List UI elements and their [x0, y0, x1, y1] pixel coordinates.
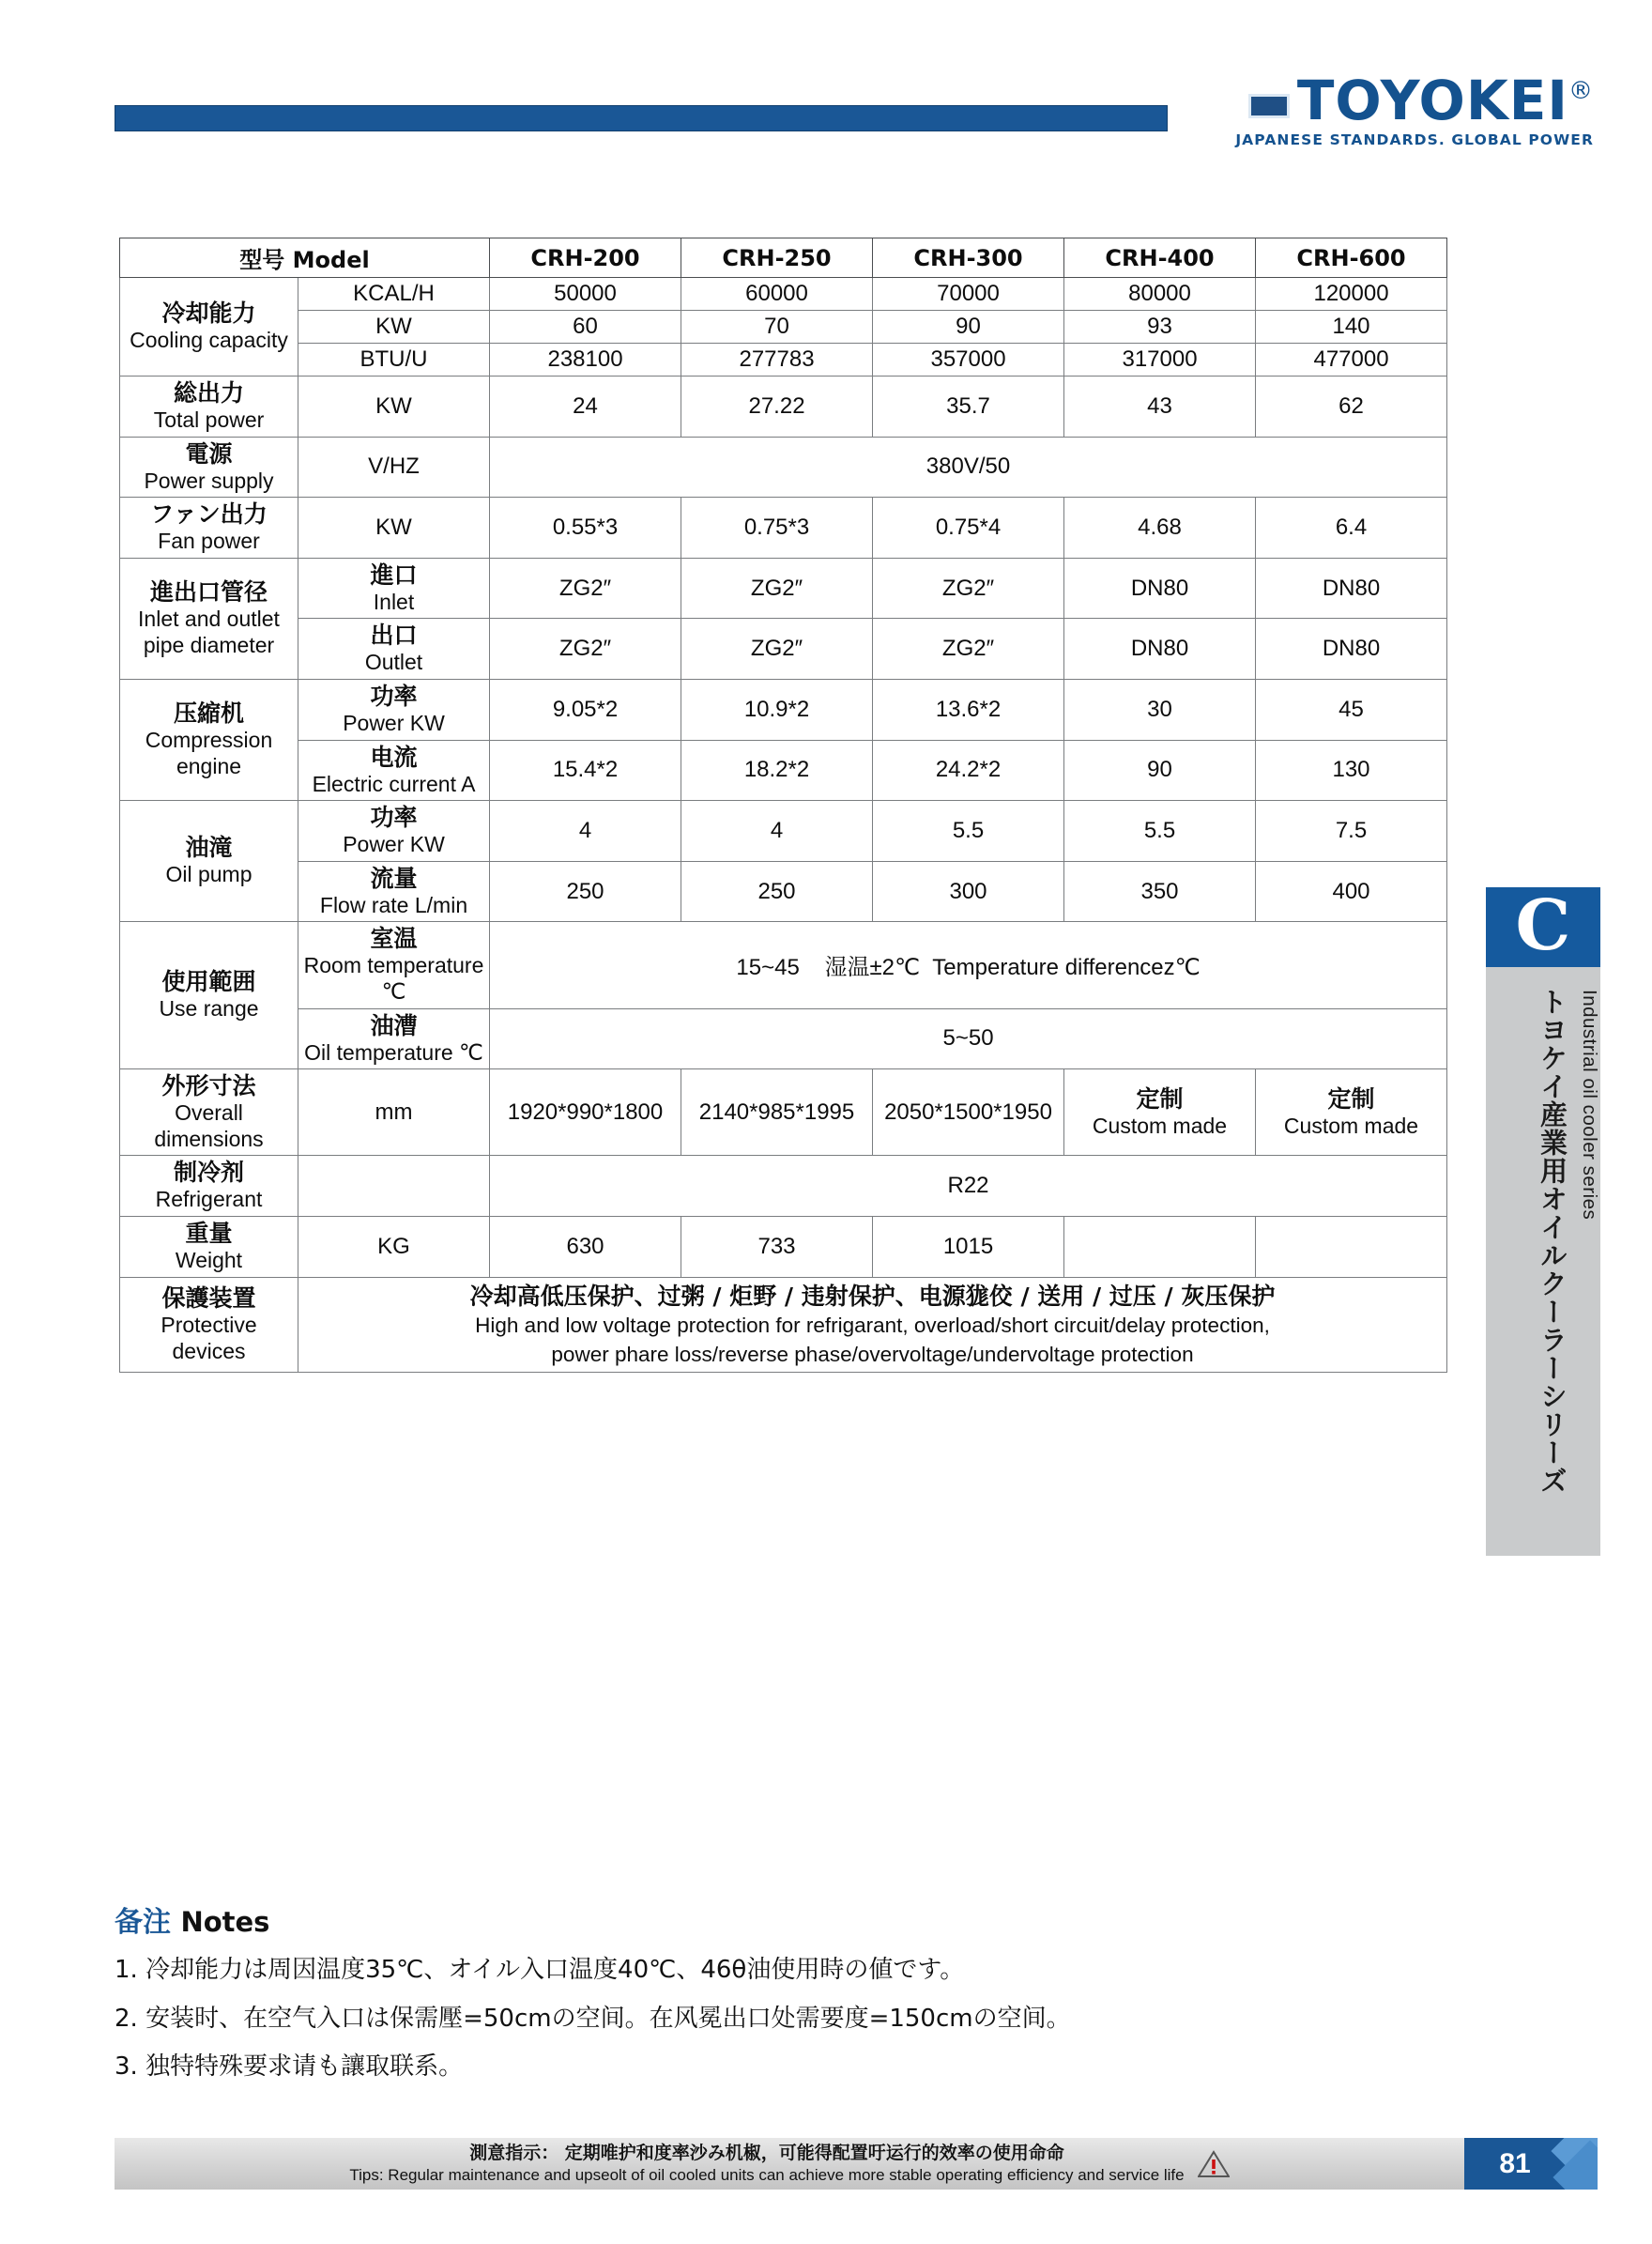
- cell-dimensions-1: 2140*985*1995: [681, 1069, 873, 1156]
- specification-table-container: [119, 238, 1446, 1373]
- table-row-oil-temperature: [120, 1008, 1447, 1069]
- cell-cooling-btu-2: 357000: [873, 344, 1064, 377]
- rowhead-pipe-diameter-en: Inlet and outlet pipe diameter: [138, 607, 280, 657]
- footer-tip-bar: [115, 2138, 1464, 2190]
- unit-compressor-current-en: Electric current A: [312, 771, 476, 796]
- unit-cooling-kcal: KCAL/H: [298, 278, 490, 311]
- unit-outlet: [298, 619, 490, 680]
- cell-dimensions-3: [1064, 1069, 1256, 1156]
- cell-fan-power-0: 0.55*3: [490, 498, 681, 559]
- cell-refrigerant-value: R22: [490, 1156, 1447, 1217]
- cell-oilpump-power-3: 5.5: [1064, 801, 1256, 862]
- rowhead-compressor-jp: 压縮机: [173, 699, 244, 728]
- cell-compressor-current-0: 15.4*2: [490, 740, 681, 801]
- cell-dimensions-2: 2050*1500*1950: [873, 1069, 1064, 1156]
- cell-oilpump-flow-4: 400: [1256, 861, 1447, 922]
- table-row-cooling-kw: [120, 311, 1447, 344]
- cell-outlet-2: ZG2″: [873, 619, 1064, 680]
- notes-title-en: Notes: [180, 1906, 270, 1938]
- rowhead-pipe-diameter: [120, 558, 298, 679]
- rowhead-power-supply: [120, 437, 298, 498]
- company-logo: [1235, 69, 1594, 148]
- rowhead-protective-devices-en: Protective devices: [161, 1313, 257, 1363]
- side-tab-letter: C: [1486, 887, 1600, 967]
- page-footer: [115, 2138, 1598, 2190]
- cell-dimensions-4-jp: 定制: [1327, 1084, 1375, 1113]
- rowhead-total-power-en: Total power: [153, 407, 265, 432]
- note-item-1: 1. 冷却能力は周因温度35℃、オイル入口温度40℃、46θ油使用時の値です。: [115, 1956, 965, 1984]
- unit-compressor-current: [298, 740, 490, 801]
- unit-room-temperature-jp: 室温: [370, 925, 418, 953]
- logo-tagline: JAPANESE STANDARDS. GLOBAL POWER: [1235, 131, 1594, 148]
- footer-tip-cn: 測意指示： 定期唯护和度率沙み机椒，可能得配置吁运行的效率の使用命命: [469, 2143, 1064, 2163]
- unit-room-temperature-en: Room temperature: [303, 953, 484, 978]
- cell-inlet-0: ZG2″: [490, 558, 681, 619]
- rowhead-power-supply-en: Power supply: [144, 468, 274, 493]
- rowhead-fan-power: [120, 498, 298, 559]
- cell-dimensions-4: [1256, 1069, 1447, 1156]
- table-row-protective-devices: [120, 1277, 1447, 1373]
- cell-oilpump-flow-2: 300: [873, 861, 1064, 922]
- notes-title-cn: 备注: [115, 1906, 171, 1939]
- rowhead-weight-en: Weight: [175, 1247, 243, 1272]
- unit-total-power: KW: [298, 377, 490, 438]
- cell-oilpump-power-0: 4: [490, 801, 681, 862]
- cell-outlet-4: DN80: [1256, 619, 1447, 680]
- logo-mark-icon: [1248, 94, 1290, 118]
- unit-fan-power: KW: [298, 498, 490, 559]
- rowhead-fan-power-jp: ファン出力: [150, 500, 268, 529]
- cell-oilpump-power-1: 4: [681, 801, 873, 862]
- header-accent-bar: [115, 105, 1168, 131]
- unit-compressor-power: [298, 679, 490, 740]
- cell-cooling-kcal-2: 70000: [873, 278, 1064, 311]
- cell-compressor-current-3: 90: [1064, 740, 1256, 801]
- model-col-1: CRH-250: [681, 238, 873, 278]
- unit-refrigerant: [298, 1156, 490, 1217]
- cell-oilpump-flow-1: 250: [681, 861, 873, 922]
- cell-cooling-btu-0: 238100: [490, 344, 681, 377]
- cell-outlet-3: DN80: [1064, 619, 1256, 680]
- model-col-4: CRH-600: [1256, 238, 1447, 278]
- unit-inlet-en: Inlet: [373, 589, 415, 614]
- cell-room-temperature-value: 15~45 湿温±2℃ Temperature differencez℃: [490, 922, 1447, 1008]
- cell-cooling-btu-1: 277783: [681, 344, 873, 377]
- side-tab-japanese-label: トヨケイ産業用オイルクーラーシリーズ: [1537, 988, 1568, 1495]
- unit-outlet-en: Outlet: [364, 650, 423, 675]
- cell-compressor-power-1: 10.9*2: [681, 679, 873, 740]
- cell-compressor-power-4: 45: [1256, 679, 1447, 740]
- table-row-dimensions: [120, 1069, 1447, 1156]
- rowhead-use-range-en: Use range: [159, 996, 259, 1022]
- cell-oilpump-power-2: 5.5: [873, 801, 1064, 862]
- table-row-room-temperature: [120, 922, 1447, 1008]
- cell-fan-power-2: 0.75*4: [873, 498, 1064, 559]
- table-row-total-power: [120, 377, 1447, 438]
- cell-total-power-4: 62: [1256, 377, 1447, 438]
- cell-outlet-0: ZG2″: [490, 619, 681, 680]
- cell-cooling-kw-2: 90: [873, 311, 1064, 344]
- rowhead-refrigerant: [120, 1156, 298, 1217]
- rowhead-protective-devices: [120, 1277, 298, 1373]
- note-item-2: 2. 安装时、在空气入口は保需壓=50cmの空间。在风冕出口处需要度=150cmの空间。: [115, 2004, 1071, 2033]
- cell-cooling-kw-4: 140: [1256, 311, 1447, 344]
- unit-oil-temperature-jp: 油漕: [370, 1011, 418, 1039]
- rowhead-fan-power-en: Fan power: [158, 529, 260, 554]
- rowhead-use-range: [120, 922, 298, 1069]
- cell-weight-2: 1015: [873, 1216, 1064, 1277]
- side-tab-body: [1486, 967, 1600, 1556]
- table-row-oilpump-power: [120, 801, 1447, 862]
- table-row-compressor-power: [120, 679, 1447, 740]
- rowhead-power-supply-jp: 電源: [185, 439, 233, 468]
- notes-title: [115, 1906, 1335, 1940]
- cell-oilpump-flow-3: 350: [1064, 861, 1256, 922]
- cell-total-power-1: 27.22: [681, 377, 873, 438]
- unit-room-temperature: [298, 922, 490, 1008]
- cell-inlet-1: ZG2″: [681, 558, 873, 619]
- rowhead-total-power: [120, 377, 298, 438]
- page-header: [0, 0, 1652, 174]
- cell-compressor-power-3: 30: [1064, 679, 1256, 740]
- cell-outlet-1: ZG2″: [681, 619, 873, 680]
- page-number: 81: [1499, 2147, 1531, 2179]
- table-row-power-supply: [120, 437, 1447, 498]
- rowhead-cooling-capacity-jp: 冷却能力: [161, 300, 256, 328]
- unit-oilpump-power: [298, 801, 490, 862]
- unit-room-temperature-degree: ℃: [381, 978, 406, 1004]
- unit-oil-temperature-en: Oil temperature ℃: [304, 1039, 483, 1065]
- side-tab-english-label: Industrial oil cooler series: [1579, 990, 1600, 1221]
- cell-cooling-kw-0: 60: [490, 311, 681, 344]
- cell-dimensions-4-en: Custom made: [1283, 1113, 1419, 1138]
- unit-dimensions: mm: [298, 1069, 490, 1156]
- cell-cooling-btu-4: 477000: [1256, 344, 1447, 377]
- rowhead-compressor: [120, 679, 298, 800]
- table-row-cooling-kcal: [120, 278, 1447, 311]
- cell-compressor-power-2: 13.6*2: [873, 679, 1064, 740]
- unit-oilpump-flow: [298, 861, 490, 922]
- cell-weight-0: 630: [490, 1216, 681, 1277]
- cell-cooling-kw-1: 70: [681, 311, 873, 344]
- rowhead-weight-jp: 重量: [185, 1219, 233, 1247]
- page-number-badge: [1464, 2138, 1598, 2190]
- protective-line-en-2: power phare loss/reverse phase/overvoltage/undervoltage protection: [551, 1342, 1194, 1366]
- unit-oilpump-power-en: Power KW: [343, 832, 445, 857]
- cell-inlet-3: DN80: [1064, 558, 1256, 619]
- unit-oilpump-power-jp: 功率: [370, 804, 418, 832]
- cell-compressor-current-2: 24.2*2: [873, 740, 1064, 801]
- notes-section: [115, 1906, 1335, 2098]
- cell-dimensions-0: 1920*990*1800: [490, 1069, 681, 1156]
- footer-tip-en: Tips: Regular maintenance and upseolt of oil cooled units can achieve more stable operating efficiency and service life: [349, 2165, 1185, 2184]
- rowhead-dimensions-en: Overall dimensions: [154, 1100, 264, 1151]
- note-item-3: 3. 独特特殊要求请も讓取联系。: [115, 2052, 464, 2082]
- cell-weight-4: [1256, 1216, 1447, 1277]
- cell-cooling-kcal-3: 80000: [1064, 278, 1256, 311]
- rowhead-dimensions-jp: 外形寸法: [161, 1072, 256, 1100]
- unit-inlet-jp: 進口: [370, 561, 418, 589]
- rowhead-refrigerant-en: Refrigerant: [155, 1187, 263, 1212]
- cell-cooling-kcal-4: 120000: [1256, 278, 1447, 311]
- unit-oilpump-flow-jp: 流量: [370, 864, 418, 892]
- cell-inlet-2: ZG2″: [873, 558, 1064, 619]
- rowhead-cooling-capacity: [120, 278, 298, 377]
- logo-wordmark: TOYOKEI: [1296, 69, 1568, 132]
- rowhead-total-power-jp: 総出力: [173, 379, 244, 407]
- table-header-row: [120, 238, 1447, 278]
- unit-cooling-kw: KW: [298, 311, 490, 344]
- cell-total-power-2: 35.7: [873, 377, 1064, 438]
- cell-cooling-kcal-0: 50000: [490, 278, 681, 311]
- warning-triangle-icon: [1198, 2150, 1230, 2178]
- protective-line-en-1: High and low voltage protection for refrigarant, overload/short circuit/delay protection,: [475, 1314, 1270, 1338]
- rowhead-use-range-jp: 使用範囲: [161, 968, 256, 996]
- cell-compressor-current-4: 130: [1256, 740, 1447, 801]
- cell-oilpump-flow-0: 250: [490, 861, 681, 922]
- unit-weight: KG: [298, 1216, 490, 1277]
- unit-cooling-btu: BTU/U: [298, 344, 490, 377]
- unit-compressor-power-jp: 功率: [370, 682, 418, 710]
- cell-cooling-btu-3: 317000: [1064, 344, 1256, 377]
- unit-oilpump-flow-en: Flow rate L/min: [319, 892, 468, 917]
- table-row-weight: [120, 1216, 1447, 1277]
- cell-weight-3: [1064, 1216, 1256, 1277]
- model-col-0: CRH-200: [490, 238, 681, 278]
- cell-power-supply-value: 380V/50: [490, 437, 1447, 498]
- specification-table: [119, 238, 1447, 1373]
- cell-oilpump-power-4: 7.5: [1256, 801, 1447, 862]
- cell-compressor-current-1: 18.2*2: [681, 740, 873, 801]
- cell-total-power-3: 43: [1064, 377, 1256, 438]
- cell-dimensions-3-jp: 定制: [1136, 1084, 1184, 1113]
- unit-outlet-jp: 出口: [370, 622, 418, 650]
- cell-cooling-kcal-1: 60000: [681, 278, 873, 311]
- unit-compressor-current-jp: 电流: [370, 743, 418, 771]
- table-row-inlet: [120, 558, 1447, 619]
- cell-dimensions-3-en: Custom made: [1092, 1113, 1228, 1138]
- model-header-label: 型号 Model: [120, 238, 490, 278]
- unit-compressor-power-en: Power KW: [343, 710, 445, 735]
- rowhead-compressor-en: Compression engine: [145, 728, 273, 779]
- registered-trademark-icon: ®: [1568, 76, 1594, 105]
- unit-oil-temperature: [298, 1008, 490, 1069]
- cell-cooling-kw-3: 93: [1064, 311, 1256, 344]
- cell-protective-devices-value: [298, 1277, 1447, 1373]
- table-row-refrigerant: [120, 1156, 1447, 1217]
- cell-total-power-0: 24: [490, 377, 681, 438]
- unit-inlet: [298, 558, 490, 619]
- rowhead-protective-devices-jp: 保護装置: [161, 1284, 256, 1313]
- section-side-tab: [1486, 887, 1600, 1556]
- cell-fan-power-1: 0.75*3: [681, 498, 873, 559]
- rowhead-oil-pump: [120, 801, 298, 922]
- cell-oil-temperature-value: 5~50: [490, 1008, 1447, 1069]
- rowhead-dimensions: [120, 1069, 298, 1156]
- rowhead-cooling-capacity-en: Cooling capacity: [130, 328, 288, 353]
- rowhead-oil-pump-en: Oil pump: [165, 862, 252, 887]
- rowhead-refrigerant-jp: 制冷剂: [173, 1159, 244, 1187]
- table-row-fan-power: [120, 498, 1447, 559]
- unit-power-supply: V/HZ: [298, 437, 490, 498]
- model-col-2: CRH-300: [873, 238, 1064, 278]
- table-row-cooling-btu: [120, 344, 1447, 377]
- rowhead-pipe-diameter-jp: 進出口管径: [149, 578, 268, 607]
- protective-line-cn: 冷却高低压保护、过粥 / 炬野 / 违射保护、电源狵佼 / 送用 / 过压 / 灰压保护: [469, 1282, 1276, 1310]
- model-col-3: CRH-400: [1064, 238, 1256, 278]
- cell-fan-power-3: 4.68: [1064, 498, 1256, 559]
- cell-compressor-power-0: 9.05*2: [490, 679, 681, 740]
- cell-inlet-4: DN80: [1256, 558, 1447, 619]
- cell-fan-power-4: 6.4: [1256, 498, 1447, 559]
- rowhead-weight: [120, 1216, 298, 1277]
- table-row-oilpump-flow: [120, 861, 1447, 922]
- cell-weight-1: 733: [681, 1216, 873, 1277]
- footer-tip-text: [349, 2143, 1184, 2185]
- table-row-outlet: [120, 619, 1447, 680]
- rowhead-oil-pump-jp: 油滝: [185, 834, 233, 862]
- table-row-compressor-current: [120, 740, 1447, 801]
